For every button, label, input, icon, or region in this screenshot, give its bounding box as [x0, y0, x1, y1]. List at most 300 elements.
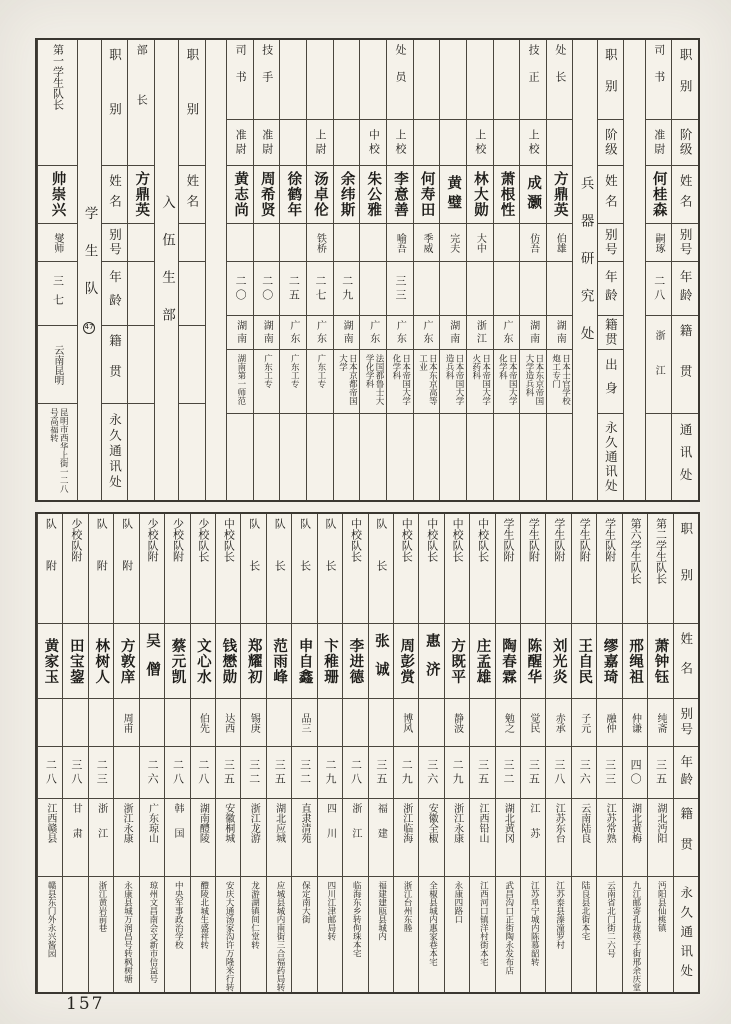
- jiguan-value: 湖北黄冈: [502, 803, 514, 843]
- biehao-cell: [38, 699, 62, 747]
- jiguan-header-cell: [179, 326, 205, 404]
- group-label-column: [154, 40, 178, 500]
- jiguan-header-cell: [672, 316, 698, 414]
- address-cell: [360, 414, 386, 500]
- row-label: 年龄: [678, 270, 694, 307]
- chushen-value: 日本帝国大学火药科: [470, 354, 491, 405]
- zhibie-value: 队长: [374, 518, 388, 602]
- age-value: 二八: [652, 274, 666, 303]
- biehao-value: 周甫: [121, 712, 133, 733]
- jiguan-value: 韩国: [171, 803, 183, 853]
- address-value: 永康四路口: [452, 881, 463, 924]
- name-value: 庄孟雄: [474, 637, 491, 685]
- zhibie-value: 队长: [273, 518, 287, 602]
- spacer-cell: [206, 40, 227, 500]
- age-cell: [280, 262, 306, 316]
- name-value: 萧钟钰: [652, 637, 669, 685]
- address-value: 武昌沟口正街陶永发布店: [503, 881, 514, 975]
- person-column: [645, 40, 672, 500]
- person-column: [596, 514, 621, 992]
- chushen-cell: [307, 350, 333, 414]
- zhibie-value: 第一学生队长: [51, 44, 65, 110]
- zhibie-cell: [114, 514, 138, 624]
- jiguan-cell: [334, 316, 360, 350]
- zhibie-cell: [520, 40, 546, 120]
- group-label-column: [572, 40, 596, 500]
- address-value: 全椒县城内惠家巷本宅: [427, 881, 438, 966]
- jiguan-value: 湖北应城: [273, 803, 285, 843]
- age-cell: [334, 262, 360, 316]
- chushen-cell: [360, 350, 386, 414]
- biehao-value: 勉之: [502, 712, 514, 733]
- name-value: 田宝鋆: [67, 637, 84, 685]
- chushen-value: 日本京都帝国大学: [337, 354, 358, 405]
- name-value: 邢绳祖: [627, 637, 644, 685]
- jiguan-value: 浙江: [474, 319, 486, 346]
- zhibie-value: 学生队附: [501, 518, 515, 562]
- name-value: 黄志尚: [232, 171, 249, 218]
- person-column: [622, 514, 647, 992]
- age-cell: [440, 262, 466, 316]
- name-value: 缪嘉琦: [601, 637, 618, 685]
- chushen-cell: [547, 350, 573, 414]
- age-cell: [572, 747, 596, 799]
- row-label: 永久通讯处: [107, 413, 123, 491]
- age-cell: [318, 747, 342, 799]
- name-cell: [89, 624, 113, 699]
- jiguan-cell: [191, 799, 215, 877]
- jiguan-cell: [646, 316, 672, 414]
- biehao-cell: [440, 224, 466, 262]
- person-column: [439, 40, 466, 500]
- address-cell: [216, 877, 240, 992]
- address-cell: [38, 877, 62, 992]
- name-value: 陶春霖: [499, 637, 516, 685]
- spacer-cell: [624, 40, 645, 500]
- biehao-cell: [140, 699, 164, 747]
- name-value: 朱公雅: [365, 171, 382, 218]
- address-value: 四川江津邮局转: [325, 881, 336, 941]
- jiguan-cell: [343, 799, 367, 877]
- jieji-cell: [334, 120, 360, 166]
- name-value: 萧根性: [498, 171, 515, 218]
- zhibie-cell: [414, 40, 440, 120]
- chushen-value: 广东工专: [262, 354, 273, 388]
- name-cell: [597, 624, 621, 699]
- address-cell: [89, 877, 113, 992]
- age-cell: [496, 747, 520, 799]
- jiguan-value: 甘肃: [70, 803, 82, 853]
- biehao-value: 喻吾: [394, 232, 406, 253]
- age-cell: [241, 747, 265, 799]
- address-value: 醴陵北城生盛祥转: [198, 881, 209, 949]
- row-label: 籍贯: [603, 318, 619, 347]
- header-column: [597, 40, 624, 500]
- jiguan-value: 湖南: [341, 319, 353, 346]
- biehao-value: 赤承: [553, 712, 565, 733]
- jieji-cell: [227, 120, 253, 166]
- biehao-cell: [496, 699, 520, 747]
- biehao-value: 嗣琢: [653, 232, 665, 253]
- age-cell: [414, 262, 440, 316]
- person-column: [571, 514, 596, 992]
- name-value: 帅崇兴: [49, 171, 66, 218]
- person-column: [413, 40, 440, 500]
- jieji-header-cell: [598, 120, 624, 166]
- address-value: 江西河口镇洋村街本宅: [478, 881, 489, 966]
- jiguan-value: 云南陆良: [578, 803, 590, 843]
- zhibie-value: 少校队附: [69, 518, 83, 562]
- address-cell: [38, 404, 76, 500]
- age-value: 二八: [196, 758, 210, 787]
- address-cell: [546, 877, 570, 992]
- age-value: 二〇: [234, 274, 248, 303]
- age-value: 三二: [247, 758, 261, 787]
- biehao-cell: [216, 699, 240, 747]
- zhibie-cell: [419, 514, 443, 624]
- age-value: 三七: [51, 274, 65, 313]
- biehao-cell: [292, 699, 316, 747]
- jiguan-cell: [114, 799, 138, 877]
- header-column: [671, 40, 698, 500]
- address-value: 中央军事政治学校: [173, 881, 184, 949]
- biehao-value: 伯雄: [554, 232, 566, 253]
- address-value: 安庆大通汤家沟许万隆米行转: [224, 881, 235, 992]
- name-value: 何寿田: [418, 171, 435, 218]
- jieji-cell: [360, 120, 386, 166]
- zhibie-cell: [597, 514, 621, 624]
- name-cell: [414, 166, 440, 224]
- row-label: 职别: [678, 522, 694, 615]
- row-label: 年龄: [603, 270, 619, 307]
- jiguan-cell: [128, 326, 154, 404]
- group-label-column: [77, 40, 101, 500]
- zhibie-value: 中校队长: [222, 518, 236, 562]
- chushen-value: 广东工专: [315, 354, 326, 388]
- chushen-cell: [254, 350, 280, 414]
- biehao-cell: [445, 699, 469, 747]
- jiguan-value: 云南昆明: [51, 344, 63, 385]
- zhibie-value: 中校队长: [349, 518, 363, 562]
- name-cell: [216, 624, 240, 699]
- name-value: 黄璧: [445, 175, 462, 214]
- zhibie-cell: [546, 514, 570, 624]
- zhibie-cell: [648, 514, 672, 624]
- jiguan-cell: [38, 326, 76, 404]
- address-value: 应城县城内南街三合福药局转: [274, 881, 285, 992]
- zhibie-header-cell: [102, 40, 128, 166]
- jiguan-value: 湖南: [554, 319, 566, 346]
- name-cell: [646, 166, 672, 224]
- jieji-value: 准尉: [260, 128, 274, 157]
- row-label: 别号: [678, 228, 694, 257]
- chushen-cell: [494, 350, 520, 414]
- jiguan-value: 广东: [500, 319, 512, 346]
- age-value: 三八: [69, 758, 83, 787]
- address-value: 九江邮寄孔垅筷子街邢余庆堂: [630, 881, 641, 992]
- zhibie-cell: [521, 514, 545, 624]
- age-cell: [292, 747, 316, 799]
- biehao-value: 仲谦: [629, 712, 641, 733]
- row-label: 出身: [603, 358, 619, 405]
- address-value: 琼州文昌南会文新市信益号: [147, 881, 158, 983]
- zhibie-value: 第六学生队长: [629, 518, 643, 584]
- age-value: 三五: [222, 758, 236, 787]
- age-cell: [267, 747, 291, 799]
- address-cell: [227, 414, 253, 500]
- zhibie-cell: [394, 514, 418, 624]
- jiguan-value: 湖南: [447, 319, 459, 346]
- jiguan-cell: [520, 316, 546, 350]
- jiguan-value: 浙江龙游: [248, 803, 260, 843]
- biehao-value: 融仲: [604, 712, 616, 733]
- jiguan-cell: [360, 316, 386, 350]
- address-value: 临海东乡转侚珠本宅: [351, 881, 362, 958]
- row-label: 别号: [678, 707, 694, 738]
- zhibie-cell: [494, 40, 520, 120]
- person-column: [37, 40, 76, 500]
- address-cell: [572, 877, 596, 992]
- jiguan-value: 湖北沔阳: [654, 803, 666, 843]
- age-cell: [343, 747, 367, 799]
- zhibie-value: 中校队长: [476, 518, 490, 562]
- jiguan-cell: [494, 316, 520, 350]
- jiguan-cell: [241, 799, 265, 877]
- jiguan-value: 浙江: [653, 329, 665, 400]
- age-cell: [369, 747, 393, 799]
- person-column: [62, 514, 87, 992]
- address-header-cell: [179, 404, 205, 500]
- name-value: 蔡元凯: [169, 637, 186, 685]
- jiguan-value: 湖南: [527, 319, 539, 346]
- zhibie-cell: [572, 514, 596, 624]
- person-column: [190, 514, 215, 992]
- age-cell: [623, 747, 647, 799]
- jiguan-cell: [318, 799, 342, 877]
- name-cell: [467, 166, 493, 224]
- person-column: [240, 514, 265, 992]
- age-value: 三三: [603, 758, 617, 787]
- jiguan-value: 广东: [394, 319, 406, 346]
- footnote-marker: 47: [83, 322, 95, 334]
- jiguan-value: 浙江临海: [400, 803, 412, 843]
- biehao-value: 完夫: [447, 232, 459, 253]
- address-cell: [467, 414, 493, 500]
- name-value: 刘光炎: [550, 637, 567, 685]
- jiguan-value: 湖南醴陵: [197, 803, 209, 843]
- zhibie-value: 队附: [120, 518, 134, 602]
- name-value: 何桂森: [650, 171, 667, 218]
- zhibie-cell: [165, 514, 189, 624]
- jiguan-value: 江苏东台: [553, 803, 565, 843]
- biehao-cell: [63, 699, 87, 747]
- age-value: 三五: [476, 758, 490, 787]
- name-cell: [254, 166, 280, 224]
- biehao-header-cell: [672, 224, 698, 262]
- age-cell: [191, 747, 215, 799]
- header-column: [101, 40, 128, 500]
- address-cell: [494, 414, 520, 500]
- person-column: [37, 514, 62, 992]
- row-label: 职别: [184, 48, 200, 157]
- biehao-cell: [546, 699, 570, 747]
- person-column: [545, 514, 570, 992]
- jiguan-value: 广东: [314, 319, 326, 346]
- zhibie-cell: [38, 40, 76, 166]
- age-header-cell: [598, 262, 624, 316]
- jieji-cell: [254, 120, 280, 166]
- row-label: 姓名: [184, 174, 200, 215]
- age-cell: [547, 262, 573, 316]
- zhibie-cell: [440, 40, 466, 120]
- row-label: 永久通讯处: [678, 885, 694, 984]
- name-value: 成灏: [525, 175, 542, 214]
- row-label: 籍贯: [678, 324, 694, 405]
- address-cell: [318, 877, 342, 992]
- age-cell: [521, 747, 545, 799]
- jiguan-cell: [546, 799, 570, 877]
- address-cell: [547, 414, 573, 500]
- name-cell: [241, 624, 265, 699]
- chushen-value: 日本东京帝国大学造兵科: [524, 354, 544, 405]
- address-cell: [114, 877, 138, 992]
- jiguan-header-cell: [674, 799, 698, 877]
- person-column: [164, 514, 189, 992]
- person-column: [520, 514, 545, 992]
- name-cell: [280, 166, 306, 224]
- zhibie-value: 学生队附: [527, 518, 541, 562]
- biehao-cell: [394, 699, 418, 747]
- address-cell: [63, 877, 87, 992]
- jiguan-value: 湖南: [261, 319, 273, 346]
- biehao-cell: [646, 224, 672, 262]
- zhibie-header-cell: [179, 40, 205, 166]
- personnel-table-bottom: [35, 512, 700, 994]
- biehao-value: 铁桥: [314, 232, 326, 253]
- address-cell: [496, 877, 520, 992]
- age-value: 四〇: [629, 758, 643, 787]
- name-value: 申自鑫: [296, 637, 313, 685]
- biehao-header-cell: [674, 699, 698, 747]
- address-cell: [292, 877, 316, 992]
- jieji-cell: [387, 120, 413, 166]
- person-column: [291, 514, 316, 992]
- address-cell: [280, 414, 306, 500]
- name-cell: [419, 624, 443, 699]
- age-cell: [520, 262, 546, 316]
- biehao-value: 博风: [400, 712, 412, 733]
- age-cell: [445, 747, 469, 799]
- jieji-value: 中校: [367, 128, 381, 157]
- name-cell: [387, 166, 413, 224]
- address-cell: [241, 877, 265, 992]
- address-cell: [414, 414, 440, 500]
- zhibie-value: 司书: [234, 44, 248, 98]
- age-cell: [63, 747, 87, 799]
- biehao-cell: [241, 699, 265, 747]
- name-cell: [140, 624, 164, 699]
- name-cell: [520, 166, 546, 224]
- age-cell: [254, 262, 280, 316]
- biehao-cell: [89, 699, 113, 747]
- address-cell: [521, 877, 545, 992]
- address-cell: [254, 414, 280, 500]
- biehao-value: 品三: [299, 712, 311, 733]
- jieji-value: 准尉: [652, 128, 666, 157]
- jiguan-cell: [254, 316, 280, 350]
- biehao-value: 觉民: [527, 712, 539, 733]
- age-cell: [128, 262, 154, 326]
- address-value: 云南省北门街二六号: [605, 881, 616, 958]
- chushen-cell: [414, 350, 440, 414]
- chushen-cell: [520, 350, 546, 414]
- row-label: 姓名: [107, 174, 123, 215]
- age-value: 三二: [298, 758, 312, 787]
- person-column: [386, 40, 413, 500]
- name-cell: [307, 166, 333, 224]
- age-value: 三五: [654, 758, 668, 787]
- jieji-cell: [494, 120, 520, 166]
- name-value: 张诚: [372, 632, 389, 690]
- age-cell: [38, 262, 76, 326]
- address-value: 保定南大街: [300, 881, 311, 924]
- biehao-cell: [334, 224, 360, 262]
- name-value: 卞稚珊: [322, 637, 338, 685]
- name-cell: [114, 624, 138, 699]
- jiguan-cell: [445, 799, 469, 877]
- chushen-value: 日本东京高等工业: [417, 354, 438, 405]
- name-value: 林大勋: [471, 171, 488, 218]
- jiguan-value: 江西赣县: [44, 803, 56, 843]
- age-value: 二〇: [260, 274, 274, 303]
- jieji-header-cell: [672, 120, 698, 166]
- age-value: 三五: [527, 758, 541, 787]
- group-title: 学生队: [81, 206, 98, 319]
- jiguan-value: 福建: [375, 803, 387, 853]
- jieji-cell: [307, 120, 333, 166]
- row-label: 别号: [107, 228, 123, 257]
- zhibie-value: 司书: [652, 44, 666, 98]
- jiguan-cell: [648, 799, 672, 877]
- name-value: 林树人: [93, 637, 110, 685]
- jiguan-cell: [227, 316, 253, 350]
- address-value: 永康县城万润昌号转枫树塘: [122, 881, 133, 983]
- name-value: 余纬斯: [338, 171, 355, 218]
- age-cell: [467, 262, 493, 316]
- zhibie-header-cell: [674, 514, 698, 624]
- header-column: [673, 514, 698, 992]
- biehao-header-cell: [179, 224, 205, 262]
- zhibie-header-cell: [598, 40, 624, 120]
- age-cell: [38, 747, 62, 799]
- person-column: [317, 514, 342, 992]
- biehao-cell: [521, 699, 545, 747]
- address-cell: [623, 877, 647, 992]
- jieji-value: 上校: [527, 128, 541, 157]
- biehao-cell: [547, 224, 573, 262]
- name-cell: [343, 624, 367, 699]
- zhibie-cell: [307, 40, 333, 120]
- name-header-cell: [179, 166, 205, 224]
- name-cell: [128, 166, 154, 224]
- biehao-cell: [648, 699, 672, 747]
- jiguan-value: 广东琼山: [146, 803, 158, 843]
- jieji-cell: [440, 120, 466, 166]
- address-value: 沔阳县仙桃镇: [656, 881, 667, 932]
- name-cell: [648, 624, 672, 699]
- name-cell: [547, 166, 573, 224]
- chushen-header-cell: [598, 350, 624, 414]
